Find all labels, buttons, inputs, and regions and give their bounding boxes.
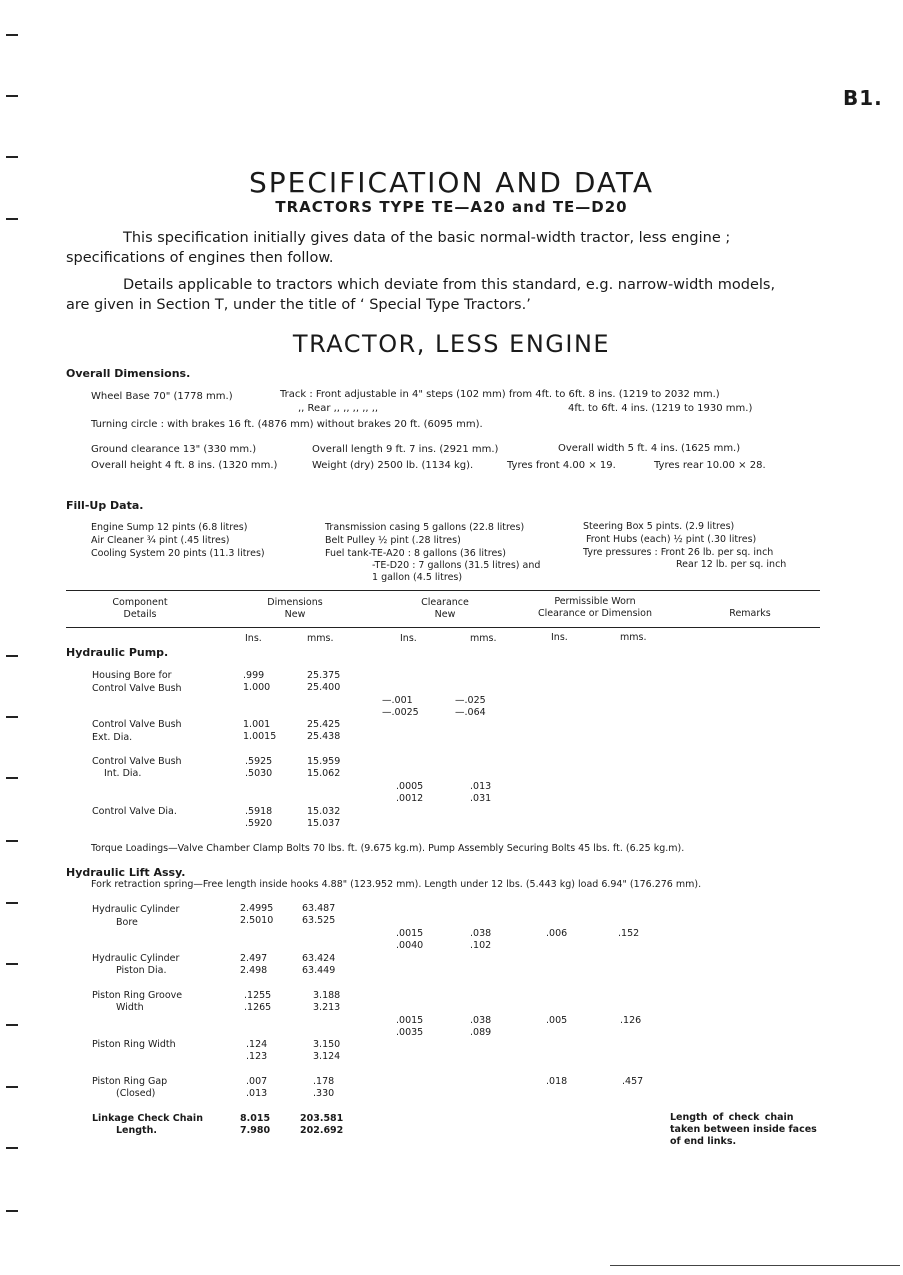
remark: of end links. bbox=[670, 1136, 737, 1147]
row-label: Control Valve Bush bbox=[92, 683, 182, 694]
hydraulic-lift-heading: Hydraulic Lift Assy. bbox=[66, 866, 186, 879]
intro-text: specifications of engines then follow. bbox=[66, 250, 334, 266]
weight: Weight (dry) 2500 lb. (1134 kg). bbox=[312, 460, 474, 471]
row-label: Hydraulic Cylinder bbox=[92, 904, 180, 915]
worn-mms: .457 bbox=[622, 1076, 644, 1087]
fill-up-item: Front Hubs (each) ½ pint (.30 litres) bbox=[586, 534, 757, 545]
value-mms: 25.425 25.438 bbox=[307, 719, 341, 742]
row-label: Piston Ring Width bbox=[92, 1039, 176, 1050]
header-component: Component bbox=[112, 597, 168, 608]
wheel-base: Wheel Base 70" (1778 mm.) bbox=[91, 391, 233, 402]
row-label: Int. Dia. bbox=[104, 768, 142, 779]
worn-ins: .005 bbox=[546, 1015, 568, 1026]
value-ins: 2.4995 2.5010 bbox=[240, 903, 274, 926]
value-ins: .999 1.000 bbox=[243, 670, 271, 693]
value-ins: .5918 .5920 bbox=[245, 806, 273, 829]
margin-mark bbox=[6, 777, 18, 779]
value-mms: 3.188 3.213 bbox=[313, 990, 341, 1013]
turning-circle: Turning circle : with brakes 16 ft. (4876 mm) without brakes 20 ft. (6095 mm). bbox=[91, 419, 483, 430]
fill-up-item: Engine Sump 12 pints (6.8 litres) bbox=[91, 522, 248, 533]
row-label: (Closed) bbox=[116, 1088, 156, 1099]
unit-ins: Ins. bbox=[400, 633, 417, 644]
section-title: TRACTOR, LESS ENGINE bbox=[292, 330, 611, 358]
clearance-ins: .0005 .0012 bbox=[396, 781, 424, 804]
remark: Length of check chain bbox=[670, 1112, 794, 1123]
header-dimensions: Dimensions bbox=[267, 597, 323, 608]
margin-mark bbox=[6, 156, 18, 158]
margin-mark bbox=[6, 840, 18, 842]
clearance-ins: .0015 .0035 bbox=[396, 1015, 424, 1038]
page-number: B1. bbox=[843, 86, 883, 110]
header-clearance: New bbox=[434, 609, 456, 620]
track-rear-value: 4ft. to 6ft. 4 ins. (1219 to 1930 mm.) bbox=[568, 403, 753, 414]
fill-up-item: Tyre pressures : Front 26 lb. per sq. inch bbox=[583, 547, 774, 558]
margin-mark bbox=[6, 1147, 18, 1149]
fork-spring: Fork retraction spring—Free length inside hooks 4.88" (123.952 mm). Length under 12 lbs. (5.443 kg) load 6.94" (176.276 mm). bbox=[91, 879, 702, 890]
unit-ins: Ins. bbox=[551, 632, 568, 643]
margin-mark bbox=[6, 95, 18, 97]
fill-up-item: Cooling System 20 pints (11.3 litres) bbox=[91, 548, 265, 559]
row-label: Bore bbox=[116, 917, 138, 928]
worn-ins: .006 bbox=[546, 928, 568, 939]
fill-up-item: Transmission casing 5 gallons (22.8 litres) bbox=[325, 522, 525, 533]
intro-text: are given in Section T, under the title of ‘ Special Type Tractors.’ bbox=[66, 297, 531, 313]
row-label: Piston Dia. bbox=[116, 965, 167, 976]
ground-clearance: Ground clearance 13" (330 mm.) bbox=[91, 444, 257, 455]
worn-mms: .126 bbox=[620, 1015, 642, 1026]
fill-up-item: Air Cleaner ¾ pint (.45 litres) bbox=[91, 535, 230, 546]
margin-mark bbox=[6, 902, 18, 904]
margin-mark bbox=[6, 1024, 18, 1026]
value-ins: 1.001 1.0015 bbox=[243, 719, 277, 742]
clearance-mms: .013 .031 bbox=[470, 781, 492, 804]
table-rule-top bbox=[66, 590, 820, 591]
track-front: Track : Front adjustable in 4" steps (102 mm) from 4ft. to 6ft. 8 ins. (1219 to 2032 mm.) bbox=[280, 389, 720, 400]
overall-length: Overall length 9 ft. 7 ins. (2921 mm.) bbox=[312, 444, 499, 455]
page-subtitle: TRACTORS TYPE TE—A20 and TE—D20 bbox=[275, 198, 628, 216]
tyres-front: Tyres front 4.00 × 19. bbox=[507, 460, 616, 471]
track-rear-label: ,, Rear ,, ,, ,, ,, ,, bbox=[298, 403, 379, 414]
overall-width: Overall width 5 ft. 4 ins. (1625 mm.) bbox=[558, 443, 741, 454]
margin-mark bbox=[6, 963, 18, 965]
value-ins: 8.015 7.980 bbox=[240, 1113, 271, 1136]
value-mms: 63.424 63.449 bbox=[302, 953, 336, 976]
margin-mark bbox=[6, 1086, 18, 1088]
value-mms: 15.959 15.062 bbox=[307, 756, 341, 779]
fill-up-item: Belt Pulley ½ pint (.28 litres) bbox=[325, 535, 461, 546]
value-ins: .007 .013 bbox=[246, 1076, 268, 1099]
hydraulic-pump-heading: Hydraulic Pump. bbox=[66, 646, 169, 659]
unit-ins: Ins. bbox=[245, 633, 262, 644]
header-worn: Permissible Worn bbox=[554, 596, 636, 607]
value-ins: .124 .123 bbox=[246, 1039, 268, 1062]
intro-text: Details applicable to tractors which deviate from this standard, e.g. narrow-width models, bbox=[123, 277, 776, 293]
clearance-mms: .038 .102 bbox=[470, 928, 492, 951]
fill-up-item: 1 gallon (4.5 litres) bbox=[372, 572, 463, 583]
fill-up-item: Steering Box 5 pints. (2.9 litres) bbox=[583, 521, 735, 532]
row-label: Piston Ring Groove bbox=[92, 990, 183, 1001]
row-label: Control Valve Bush bbox=[92, 719, 182, 730]
row-label: Ext. Dia. bbox=[92, 732, 133, 743]
header-remarks: Remarks bbox=[729, 608, 771, 619]
header-clearance: Clearance bbox=[421, 597, 469, 608]
overall-dimensions-heading: Overall Dimensions. bbox=[66, 367, 191, 380]
row-label: Length. bbox=[116, 1125, 157, 1136]
value-mms: .178 .330 bbox=[313, 1076, 335, 1099]
margin-mark bbox=[6, 1210, 18, 1212]
fill-up-item: Fuel tank-TE-A20 : 8 gallons (36 litres) bbox=[325, 548, 506, 559]
fill-up-item: Rear 12 lb. per sq. inch bbox=[676, 559, 787, 570]
value-ins: .5925 .5030 bbox=[245, 756, 273, 779]
value-mms: 25.375 25.400 bbox=[307, 670, 341, 693]
remark: taken between inside faces bbox=[670, 1124, 817, 1135]
row-label: Control Valve Bush bbox=[92, 756, 182, 767]
margin-mark bbox=[6, 716, 18, 718]
value-ins: .1255 .1265 bbox=[244, 990, 272, 1013]
margin-mark bbox=[6, 34, 18, 36]
row-label: Linkage Check Chain bbox=[92, 1113, 203, 1124]
page-title: SPECIFICATION AND DATA bbox=[249, 166, 654, 199]
row-label: Width bbox=[116, 1002, 144, 1013]
worn-mms: .152 bbox=[618, 928, 640, 939]
tyres-rear: Tyres rear 10.00 × 28. bbox=[654, 460, 766, 471]
overall-height: Overall height 4 ft. 8 ins. (1320 mm.) bbox=[91, 460, 278, 471]
margin-mark bbox=[6, 218, 18, 220]
row-label: Control Valve Dia. bbox=[92, 806, 177, 817]
worn-ins: .018 bbox=[546, 1076, 568, 1087]
row-label: Piston Ring Gap bbox=[92, 1076, 168, 1087]
intro-text: This specification initially gives data of the basic normal-width tractor, less engine ; bbox=[123, 230, 731, 246]
row-label: Housing Bore for bbox=[92, 670, 172, 681]
unit-mms: mms. bbox=[307, 633, 334, 644]
clearance-ins: —.001 —.0025 bbox=[382, 695, 419, 718]
row-label: Hydraulic Cylinder bbox=[92, 953, 180, 964]
unit-mms: mms. bbox=[620, 632, 647, 643]
clearance-mms: —.025 —.064 bbox=[455, 695, 486, 718]
header-worn: Clearance or Dimension bbox=[537, 608, 652, 619]
value-mms: 63.487 63.525 bbox=[302, 903, 336, 926]
fill-up-item: -TE-D20 : 7 gallons (31.5 litres) and bbox=[372, 560, 541, 571]
value-mms: 15.032 15.037 bbox=[307, 806, 341, 829]
margin-mark bbox=[6, 655, 18, 657]
header-dimensions: New bbox=[284, 609, 306, 620]
value-mms: 203.581 202.692 bbox=[300, 1113, 344, 1136]
table-rule-bottom bbox=[66, 627, 820, 628]
value-ins: 2.497 2.498 bbox=[240, 953, 268, 976]
fill-up-heading: Fill-Up Data. bbox=[66, 499, 144, 512]
unit-mms: mms. bbox=[470, 633, 497, 644]
clearance-mms: .038 .089 bbox=[470, 1015, 492, 1038]
page-edge-line bbox=[610, 1265, 900, 1266]
clearance-ins: .0015 .0040 bbox=[396, 928, 424, 951]
header-component: Details bbox=[123, 609, 157, 620]
value-mms: 3.150 3.124 bbox=[313, 1039, 341, 1062]
torque-loadings: Torque Loadings—Valve Chamber Clamp Bolts 70 lbs. ft. (9.675 kg.m). Pump Assembly Securing Bolts 45 lbs. ft. (6.25 kg.m). bbox=[91, 843, 685, 854]
